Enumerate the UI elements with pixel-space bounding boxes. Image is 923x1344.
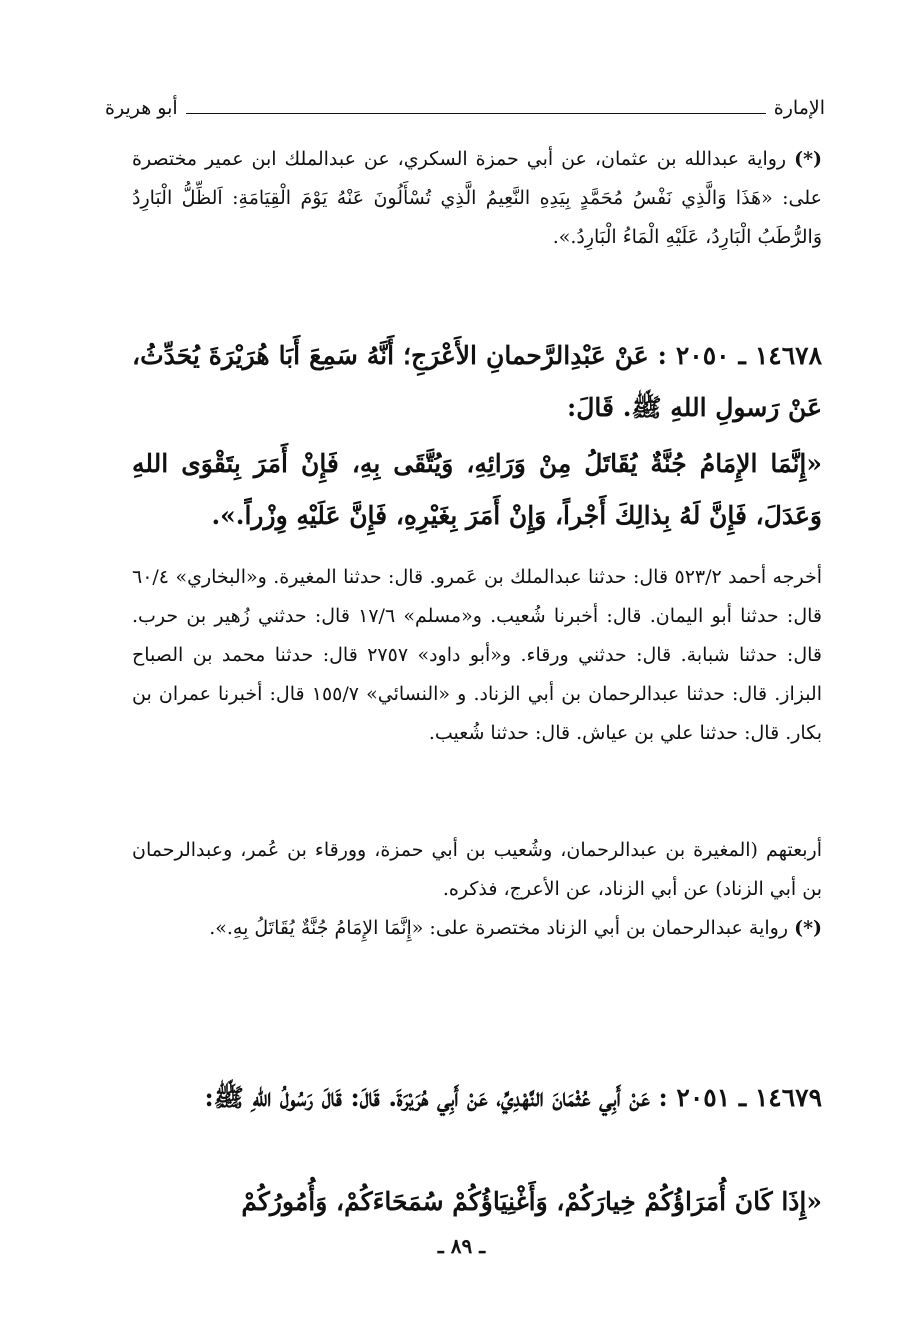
hadith-2-number: ١٤٦٧٩ ـ ٢٠٥١ (676, 1083, 822, 1112)
chapter-title: الإمارة (773, 97, 825, 119)
hadith-1-note (132, 909, 822, 948)
hadith-2-heading (132, 1072, 822, 1124)
hadith-1-note-marker: (*) (794, 917, 822, 939)
note-top (132, 140, 822, 257)
hadith-1-isnad: : عَنْ عَبْدِالرَّحمانِ الأَعْرَجِ؛ أَنَّهُ سَمِعَ أَبَا هُرَيْرَةَ يُحَدِّثُ، عَنْ رَسولِ اللهِ ﷺ. قَالَ: (132, 341, 822, 422)
hadith-1-number: ١٤٦٧٨ ـ ٢٠٥٠ (675, 341, 822, 370)
narrator-title: أبو هريرة (105, 97, 178, 119)
hadith-1-note-text: رواية عبدالرحمان بن أبي الزناد مختصرة على: «إِنَّمَا الإِمَامُ جُنَّةٌ يُقَاتَلُ بِهِ.». (209, 917, 789, 939)
hadith-2-isnad: : عَنْ أَبِي عُثْمَانَ النَّهْدِيِّ، عَنْ أَبِي هُرَيْرَةَ. قَالَ: قَالَ رَسُولُ اللهِ ﷺ: (204, 1083, 668, 1112)
page-number: ـ ٨٩ ـ (437, 1234, 486, 1258)
page-header (105, 88, 825, 124)
hadith-1-summary: أربعتهم (المغيرة بن عبدالرحمان، وشُعيب بن أبي حمزة، وورقاء بن عُمر، وعبدالرحمان بن أبي الزناد) عن أبي الزناد، عن الأعرج، فذكره. (132, 839, 822, 900)
note-marker: (*) (794, 148, 822, 170)
hadith-2-matn: «إِذَا كَانَ أُمَرَاؤُكُمْ خِيارَكُمْ، وَأَغْنِيَاؤُكُمْ سُمَحَاءَكُمْ، وَأُمُورُكُمْ (241, 1187, 822, 1216)
hadith-1-matn: «إِنَّمَا الإِمَامُ جُنَّةٌ يُقَاتَلُ مِنْ وَرَائِهِ، وَيُتَّقَى بِهِ، فَإِنْ أَمَرَ بِتَقْوَى اللهِ وَعَدَلَ، فَإِنَّ لَهُ بِذالِكَ أَجْراً، وَإِنْ أَمَرَ بِغَيْرِهِ، فَإِنَّ عَلَيْهِ وِزْراً.». (132, 449, 822, 530)
header-rule (186, 113, 766, 114)
hadith-1-takhrij: أخرجه أحمد ٥٢٣/٢ قال: حدثنا عبدالملك بن عَمرو. قال: حدثنا المغيرة. و«البخاري» ٦٠/٤ قال: حدثنا أبو اليمان. قال: أخبرنا شُعيب. و«مسلم» ١٧/٦ قال: حدثني زُهير بن حرب. قال: حدثنا شبابة. قال: حدثني ورقاء. و«أبو داود» ٢٧٥٧ قال: حدثنا محمد بن الصباح البزاز. قال: حدثنا عبدالرحمان بن أبي الزناد. و «النسائي» ١٥٥/٧ قال: أخبرنا عمران بن بكار. قال: حدثنا علي بن عياش. قال: حدثنا شُعيب. (132, 566, 823, 744)
note-text: رواية عبدالله بن عثمان، عن أبي حمزة السكري، عن عبدالملك ابن عمير مختصرة على: «هَذَا وَالَّذِي نَفْسُ مُحَمَّدٍ بِيَدِهِ النَّعِيمُ الَّذِي تُسْأَلُونَ عَنْهُ يَوْمَ الْقِيَامَةِ: اَلظِّلُّ الْبَارِدُ وَالرُّطَبُ الْبَارِدُ، عَلَيْهِ الْمَاءُ الْبَارِدُ.». (132, 148, 822, 248)
hadith-1-heading (132, 330, 822, 434)
